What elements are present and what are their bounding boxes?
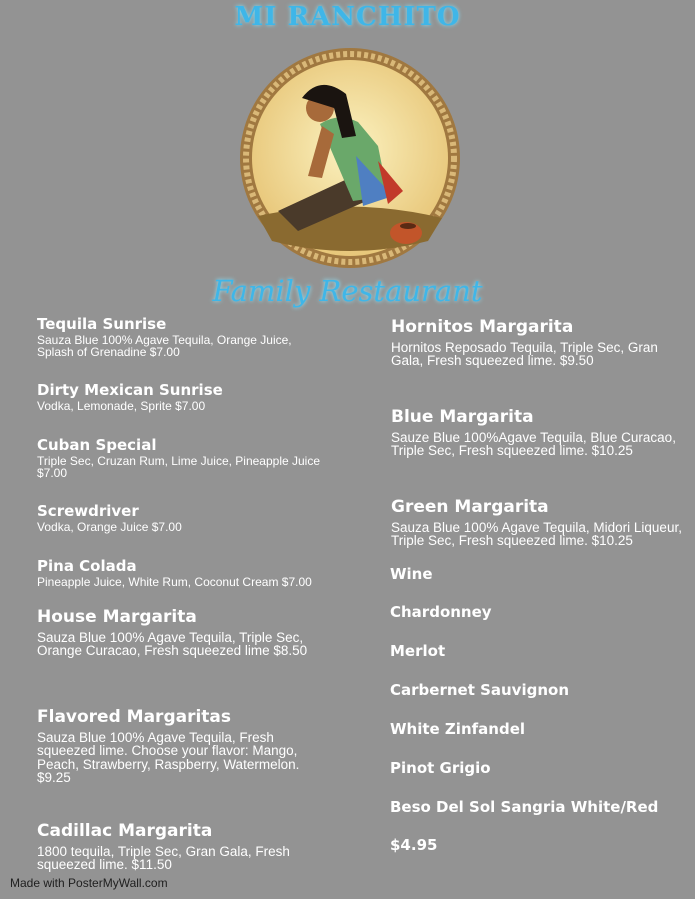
menu-item-name: House Margarita [37,607,197,627]
menu-item-name: Cuban Special [37,436,157,454]
wine-heading: Wine [390,565,433,583]
menu-item-name: Flavored Margaritas [37,707,232,727]
wine-item: Chardonney [390,603,492,621]
menu-item-name: Cadillac Margarita [37,821,213,841]
menu-item-hornitos-margarita [391,318,686,368]
menu-item-desc: Pineapple Juice, White Rum, Coconut Cream $7.00 [37,575,312,590]
menu-item-blue-margarita [391,408,686,458]
wine-item: Carbernet Sauvignon [390,681,570,699]
menu-item-dirty-mexican-sunrise [37,382,327,412]
menu-item-name: Tequila Sunrise [37,315,167,333]
menu-item-desc: Sauza Blue 100% Agave Tequila, Fresh squeezed lime. Choose your flavor: Mango, Peach, Strawberry, Raspberry, Watermelon. $9.25 [37,729,300,786]
menu-item-desc: Sauze Blue 100%Agave Tequila, Blue Curacao, Triple Sec, Fresh squeezed lime. $10.25 [391,429,676,459]
menu-item-desc: Hornitos Reposado Tequila, Triple Sec, Gran Gala, Fresh squeezed lime. $9.50 [391,339,658,369]
menu-item-desc: Sauza Blue 100% Agave Tequila, Triple Sec, Orange Curacao, Fresh squeezed lime $8.50 [37,629,308,659]
restaurant-title: MI RANCHITO [234,2,461,32]
menu-item-tequila-sunrise [37,316,327,358]
menu-item-desc: Vodka, Orange Juice $7.00 [37,520,182,535]
menu-item-desc: 1800 tequila, Triple Sec, Gran Gala, Fresh squeezed lime. $11.50 [37,843,290,873]
menu-item-desc: Sauza Blue 100% Agave Tequila, Orange Juice, Splash of Grenadine $7.00 [37,333,292,360]
menu-item-screwdriver [37,503,327,533]
menu-item-desc: Vodka, Lemonade, Sprite $7.00 [37,399,206,414]
restaurant-logo [238,46,462,270]
menu-item-desc: Sauza Blue 100% Agave Tequila, Midori Liqueur, Triple Sec, Fresh squeezed lime. $10.25 [391,519,682,549]
menu-item-name: Dirty Mexican Sunrise [37,381,223,399]
menu-item-green-margarita [391,498,686,548]
menu-item-pina-colada [37,558,327,588]
restaurant-subtitle: Family Restaurant [212,274,483,308]
wine-item: Beso Del Sol Sangria White/Red [390,798,659,816]
menu-item-name: Screwdriver [37,502,139,520]
wine-item: White Zinfandel [390,720,526,738]
footer-credit: Made with PosterMyWall.com [10,876,168,890]
menu-item-name: Hornitos Margarita [391,317,574,337]
menu-item-cadillac-margarita [37,822,312,872]
menu-item-name: Green Margarita [391,497,549,517]
menu-item-desc: Triple Sec, Cruzan Rum, Lime Juice, Pineapple Juice $7.00 [37,454,321,481]
menu-item-house-margarita [37,608,312,658]
menu-item-name: Blue Margarita [391,407,534,427]
menu-item-name: Pina Colada [37,557,137,575]
menu-item-flavored-margaritas [37,708,312,785]
wine-item: Merlot [390,642,446,660]
wine-item: Pinot Grigio [390,759,491,777]
wine-price: $4.95 [390,836,438,854]
menu-item-cuban-special [37,437,327,479]
